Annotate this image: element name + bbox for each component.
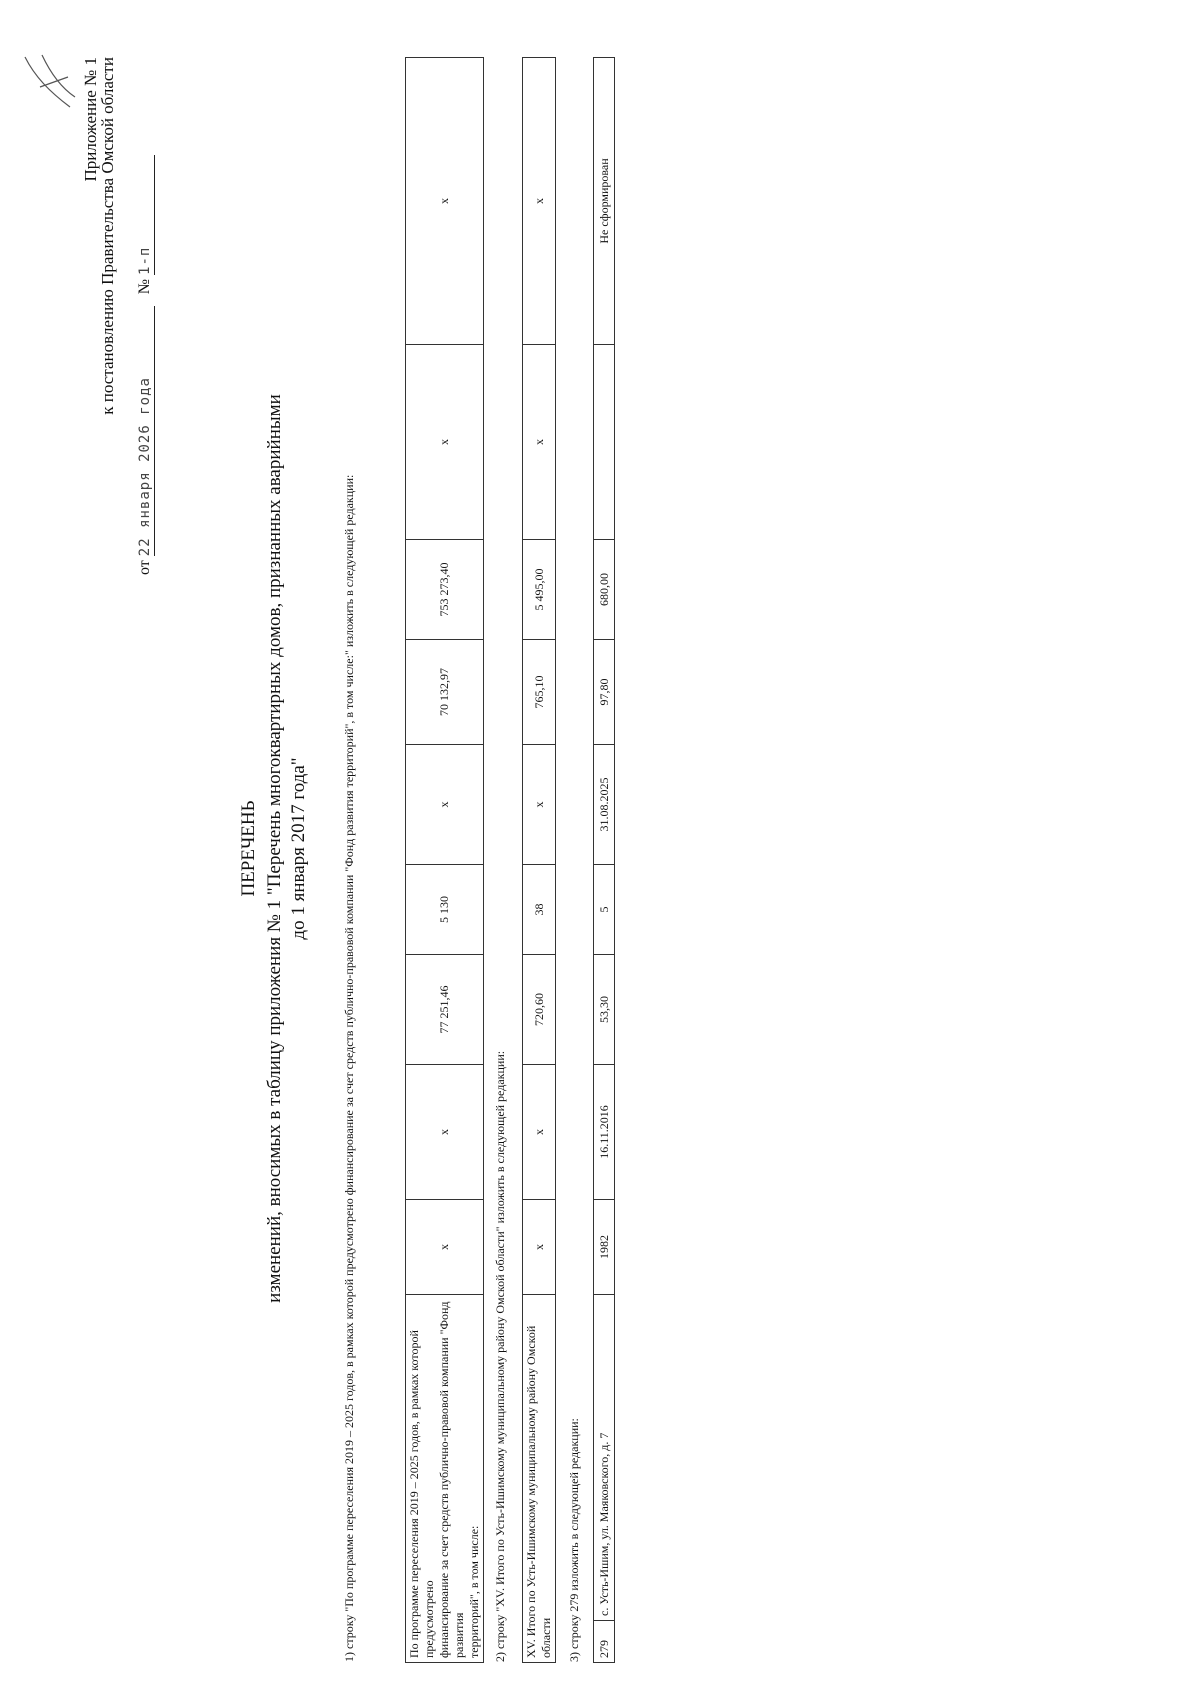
cell: x <box>406 58 484 345</box>
resolution-date: 22 января 2026 года <box>137 377 153 557</box>
page-title: ПЕРЕЧЕНЬ <box>238 800 259 897</box>
signature-mark <box>20 47 80 117</box>
resolution-reference: к постановлению Правительства Омской области <box>98 57 117 415</box>
cell: Не сформирован <box>594 58 615 345</box>
cell: 16.11.2016 <box>594 1065 615 1200</box>
from-label: от <box>136 560 153 575</box>
cell: 77 251,46 <box>406 955 484 1065</box>
cell: x <box>523 1200 556 1295</box>
table-row-district-total <box>522 57 556 1663</box>
cell: x <box>523 345 556 540</box>
resolution-number: 1-п <box>137 246 153 275</box>
resolution-date-line <box>136 55 155 575</box>
cell: x <box>406 745 484 865</box>
instruction-3: 3) строку 279 изложить в следующей редакции: <box>567 1418 581 1662</box>
cell: 53,30 <box>594 955 615 1065</box>
cell: x <box>406 1065 484 1200</box>
appendix-number: Приложение № 1 <box>81 57 100 182</box>
cell <box>594 345 615 540</box>
table-row-279 <box>593 57 615 1663</box>
cell: 70 132,97 <box>406 640 484 745</box>
cell: x <box>523 745 556 865</box>
cell: 680,00 <box>594 540 615 640</box>
appendix-header <box>82 57 116 577</box>
number-label: № <box>136 278 153 295</box>
cell: 5 130 <box>406 865 484 955</box>
instruction-1: 1) строку "По программе переселения 2019 – 2025 годов, в рамках которой предусмотрено финансирование за счет средств публично-правовой компании "Фонд развития территорий", в том числе:" изложить в следующей редакции: <box>342 474 356 1662</box>
cell: x <box>406 1200 484 1295</box>
page-subtitle-line1: изменений, вносимых в таблицу приложения № 1 "Перечень многоквартирных домов, признанных аварийными <box>264 394 285 1303</box>
cell: 5 495,00 <box>523 540 556 640</box>
row-label-program: По программе переселения 2019 – 2025 годов, в рамках которой предусмотрено финансирование за счет средств публично-правовой компании "Фонд развития территорий", в том числе: <box>406 1295 484 1663</box>
row-number: 279 <box>594 1621 615 1663</box>
table-row-program-total <box>405 57 484 1663</box>
cell: 5 <box>594 865 615 955</box>
row-label-district: XV. Итого по Усть-Ишимскому муниципальному району Омской области <box>523 1295 556 1663</box>
cell: 765,10 <box>523 640 556 745</box>
cell: 1982 <box>594 1200 615 1295</box>
cell: 753 273,40 <box>406 540 484 640</box>
cell: x <box>523 58 556 345</box>
cell: 720,60 <box>523 955 556 1065</box>
page-subtitle-line2: до 1 января 2017 года" <box>288 757 309 940</box>
cell: 97,80 <box>594 640 615 745</box>
row-address: с. Усть-Ишим, ул. Маяковского, д. 7 <box>594 1295 615 1621</box>
instruction-2: 2) строку "XV. Итого по Усть-Ишимскому муниципальному району Омской области" изложить в следующей редакции: <box>493 1050 507 1662</box>
cell: 38 <box>523 865 556 955</box>
cell: 31.08.2025 <box>594 745 615 865</box>
cell: x <box>406 345 484 540</box>
cell: x <box>523 1065 556 1200</box>
